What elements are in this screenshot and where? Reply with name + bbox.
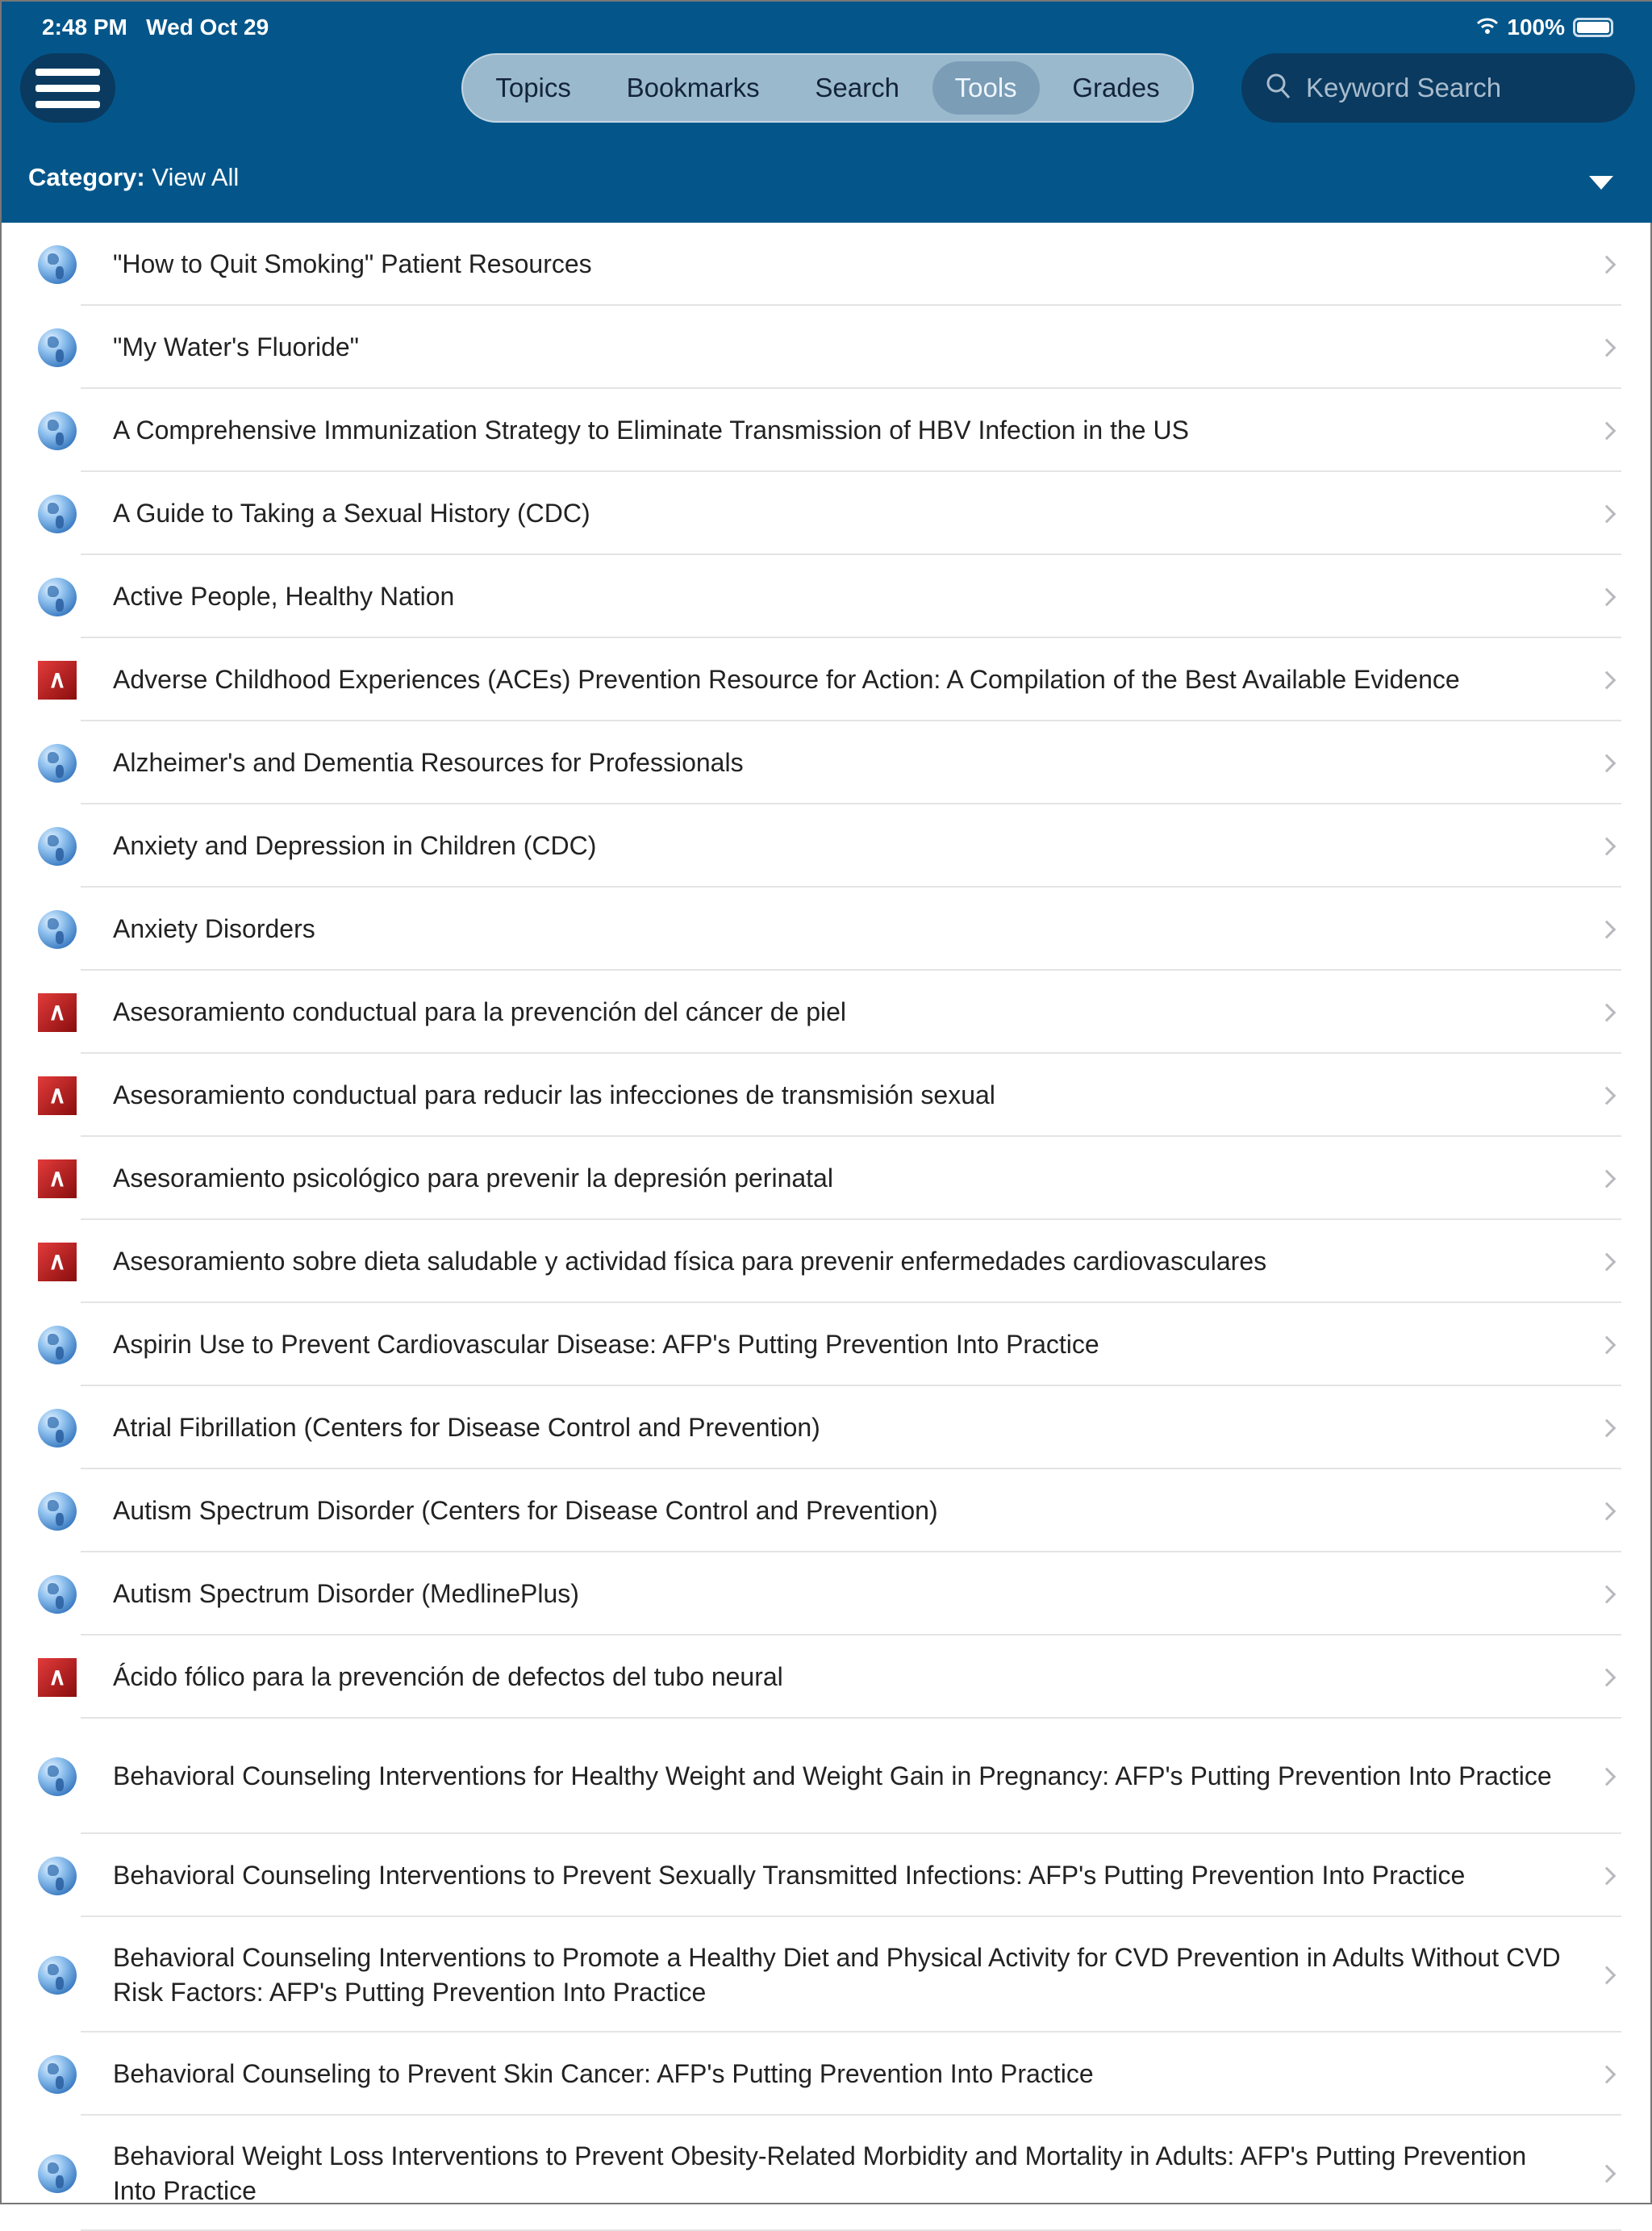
list-item-title: Ácido fólico para la prevención de defectos del tubo neural	[113, 1662, 783, 1691]
globe-icon	[38, 1757, 77, 1796]
list-item-title: A Comprehensive Immunization Strategy to Eliminate Transmission of HBV Infection in the US	[113, 416, 1189, 445]
list-item[interactable]	[2, 555, 1652, 638]
globe-icon	[38, 1492, 77, 1531]
chevron-right-icon	[1598, 1252, 1617, 1271]
chevron-right-icon	[1598, 837, 1617, 855]
globe-icon	[38, 495, 77, 533]
tab-bookmarks[interactable]: Bookmarks	[626, 73, 760, 102]
globe-icon	[38, 1326, 77, 1364]
chevron-right-icon	[1598, 1418, 1617, 1437]
list-item[interactable]	[2, 1917, 1652, 2033]
chevron-right-icon	[1598, 2164, 1617, 2183]
list-item-title: Autism Spectrum Disorder (Centers for Disease Control and Prevention)	[113, 1496, 938, 1525]
tab-grades[interactable]: Grades	[1072, 73, 1160, 102]
list-item[interactable]	[2, 389, 1652, 472]
list-item-title: Alzheimer's and Dementia Resources for Professionals	[113, 748, 744, 777]
list-item-title: Active People, Healthy Nation	[113, 582, 455, 611]
globe-icon	[38, 744, 77, 783]
list-item-title: Behavioral Counseling to Prevent Skin Cancer: AFP's Putting Prevention Into Practice	[113, 2059, 1094, 2088]
list-item[interactable]	[2, 1220, 1652, 1303]
list-item[interactable]	[2, 1137, 1652, 1220]
list-item-title: Autism Spectrum Disorder (MedlinePlus)	[113, 1579, 579, 1608]
list-item-title: Asesoramiento psicológico para prevenir la depresión perinatal	[113, 1164, 833, 1193]
top-bar	[2, 2, 1652, 223]
list-item-title: A Guide to Taking a Sexual History (CDC)	[113, 499, 590, 528]
globe-icon	[38, 1857, 77, 1895]
globe-icon	[38, 2055, 77, 2094]
globe-icon	[38, 2154, 77, 2193]
pdf-icon: ∧	[38, 1658, 77, 1697]
list-item-title: Anxiety Disorders	[113, 914, 315, 943]
globe-icon	[38, 245, 77, 284]
list-item[interactable]	[2, 1386, 1652, 1469]
chevron-right-icon	[1598, 1169, 1617, 1188]
status-time: 2:48 PM	[42, 15, 127, 40]
list-item-title: Asesoramiento conductual para la prevención del cáncer de piel	[113, 997, 846, 1026]
category-label: Category:	[28, 163, 145, 191]
chevron-right-icon	[1598, 421, 1617, 440]
pdf-icon: ∧	[38, 1243, 77, 1281]
list-item[interactable]	[2, 1834, 1652, 1917]
list-item[interactable]	[2, 306, 1652, 389]
chevron-right-icon	[1598, 1585, 1617, 1603]
pdf-icon: ∧	[38, 661, 77, 700]
globe-icon	[38, 412, 77, 450]
chevron-right-icon	[1598, 338, 1617, 357]
battery-percent: 100%	[1507, 15, 1565, 40]
list-item-title: Behavioral Counseling Interventions for Healthy Weight and Weight Gain in Pregnancy: AFP's Putting Prevention Into Practice	[113, 1761, 1552, 1790]
tools-list	[2, 223, 1652, 2231]
globe-icon	[38, 1956, 77, 1995]
list-item[interactable]	[2, 721, 1652, 804]
tab-tools[interactable]: Tools	[932, 61, 1040, 115]
globe-icon	[38, 1575, 77, 1614]
chevron-right-icon	[1598, 1502, 1617, 1520]
main-tabs	[461, 53, 1194, 123]
keyword-search[interactable]	[1241, 53, 1635, 123]
list-item[interactable]	[2, 223, 1652, 306]
list-item[interactable]	[2, 638, 1652, 721]
list-item-title: Atrial Fibrillation (Centers for Disease Control and Prevention)	[113, 1413, 820, 1442]
menu-button[interactable]	[20, 53, 115, 123]
keyword-search-input[interactable]	[1306, 73, 1612, 103]
chevron-right-icon	[1598, 754, 1617, 772]
chevron-right-icon	[1598, 587, 1617, 606]
category-value: View All	[152, 163, 240, 191]
list-item[interactable]	[2, 1552, 1652, 1636]
chevron-right-icon	[1598, 1866, 1617, 1885]
list-item[interactable]	[2, 1469, 1652, 1552]
list-item-title: Asesoramiento conductual para reducir las infecciones de transmisión sexual	[113, 1080, 995, 1109]
list-item[interactable]	[2, 1719, 1652, 1834]
chevron-right-icon	[1598, 1966, 1617, 1984]
list-item-title: Behavioral Counseling Interventions to Promote a Healthy Diet and Physical Activity for CVD Prevention in Adults Without CVD Risk Factors: AFP's Putting Prevention Into Practice	[113, 1942, 1561, 2007]
globe-icon	[38, 1409, 77, 1448]
globe-icon	[38, 578, 77, 616]
list-item-title: Behavioral Weight Loss Interventions to Prevent Obesity-Related Morbidity and Mortality in Adults: AFP's Putting Prevention Into Practice	[113, 2141, 1527, 2205]
list-item-title: Adverse Childhood Experiences (ACEs) Prevention Resource for Action: A Compilation of the Best Available Evidence	[113, 665, 1460, 694]
chevron-right-icon	[1598, 1086, 1617, 1105]
list-item[interactable]	[2, 804, 1652, 888]
chevron-right-icon	[1598, 1668, 1617, 1686]
list-item[interactable]	[2, 888, 1652, 971]
list-item-title: Asesoramiento sobre dieta saludable y actividad física para prevenir enfermedades cardiovasculares	[113, 1247, 1267, 1276]
battery-icon	[1573, 18, 1613, 37]
chevron-right-icon	[1598, 504, 1617, 523]
list-item-title: Anxiety and Depression in Children (CDC)	[113, 831, 597, 860]
list-item-title: "How to Quit Smoking" Patient Resources	[113, 249, 592, 278]
pdf-icon: ∧	[38, 993, 77, 1032]
list-item[interactable]	[2, 971, 1652, 1054]
list-item[interactable]	[2, 472, 1652, 555]
chevron-right-icon	[1598, 1335, 1617, 1354]
globe-icon	[38, 827, 77, 866]
chevron-right-icon	[1598, 1003, 1617, 1021]
pdf-icon: ∧	[38, 1076, 77, 1115]
tab-topics[interactable]: Topics	[495, 73, 571, 102]
list-item[interactable]	[2, 1636, 1652, 1719]
chevron-right-icon	[1598, 2065, 1617, 2083]
chevron-right-icon	[1598, 1767, 1617, 1786]
globe-icon	[38, 328, 77, 367]
status-bar	[42, 13, 1613, 42]
status-date: Wed Oct 29	[146, 15, 269, 40]
chevron-right-icon	[1598, 920, 1617, 938]
chevron-right-icon	[1598, 671, 1617, 689]
list-item[interactable]	[2, 1054, 1652, 1137]
list-item-title: "My Water's Fluoride"	[113, 332, 360, 361]
chevron-right-icon	[1598, 255, 1617, 274]
search-icon	[1266, 73, 1291, 104]
tab-search[interactable]: Search	[815, 73, 899, 102]
list-item[interactable]	[2, 1303, 1652, 1386]
list-item[interactable]	[2, 2033, 1652, 2116]
list-item-title: Behavioral Counseling Interventions to Prevent Sexually Transmitted Infections: AFP's Putting Prevention Into Practice	[113, 1861, 1466, 1890]
dropdown-arrow-icon[interactable]	[1589, 176, 1613, 190]
list-item[interactable]	[2, 2116, 1652, 2231]
globe-icon	[38, 910, 77, 949]
category-selector[interactable]	[28, 163, 239, 192]
list-item-title: Aspirin Use to Prevent Cardiovascular Disease: AFP's Putting Prevention Into Practice	[113, 1330, 1099, 1359]
pdf-icon: ∧	[38, 1159, 77, 1198]
wifi-icon	[1476, 15, 1499, 40]
